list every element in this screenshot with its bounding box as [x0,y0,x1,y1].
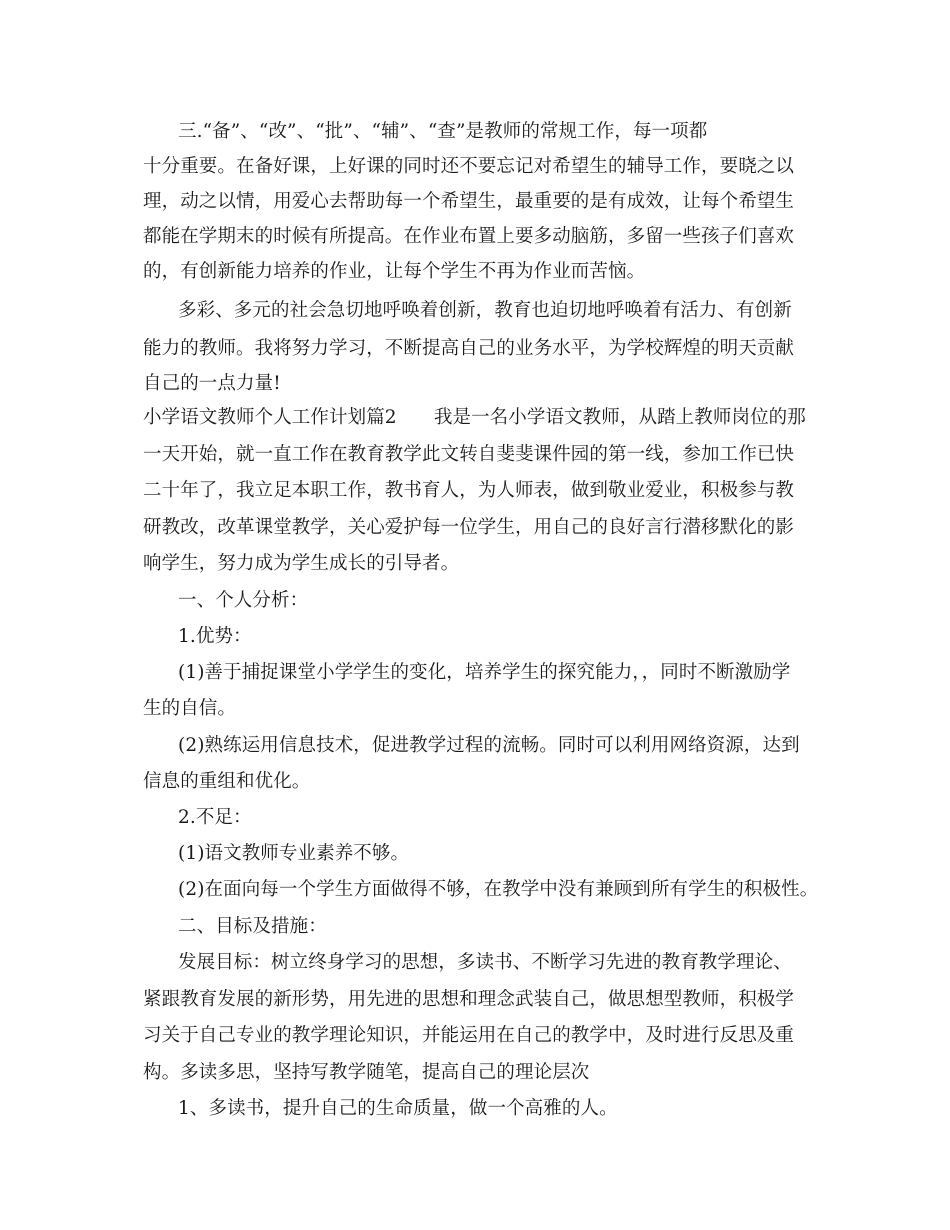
subheading-line: 2.不足： [178,807,252,828]
paragraph-line: 习关于自己专业的教学理论知识，并能运用在自己的教学中，及时进行反思及重 [143,1025,795,1046]
paragraph-line: 构。多读多思，坚持写教学随笔，提高自己的理论层次 [143,1062,590,1083]
paragraph-line: 一天开始，就一直工作在教育教学此文转自斐斐课件园的第一线，参加工作已快 [143,444,795,465]
paragraph-line: (1)语文教师专业素养不够。 [178,843,410,864]
paragraph-line: 响学生，努力成为学生成长的引导者。 [143,553,460,574]
paragraph-line: 的，有创新能力培养的作业，让每个学生不再为作业而苦恼。 [143,261,646,282]
section-heading-line: 小学语文教师个人工作计划篇2 我是一名小学语文教师，从踏上教师岗位的那 [143,407,806,428]
paragraph-line: 紧跟教育发展的新形势，用先进的思想和理念武装自己，做思想型教师，积极学 [143,989,795,1010]
subheading-line: 二、目标及措施： [178,916,327,937]
paragraph-line: (2)熟练运用信息技术，促进教学过程的流畅。同时可以利用网络资源，达到 [178,735,800,756]
paragraph-line: 十分重要。在备好课，上好课的同时还不要忘记对希望生的辅导工作，要晓之以 [143,156,795,177]
paragraph-line: 自己的一点力量! [143,373,281,394]
paragraph-line: 二十年了，我立足本职工作，教书育人，为人师表，做到敬业爱业，积极参与教 [143,480,795,501]
paragraph-line: (2)在面向每一个学生方面做得不够，在教学中没有兼顾到所有学生的积极性。 [178,879,819,900]
paragraph-line: 三.“备”、“改”、“批”、“辅”、“查”是教师的常规工作，每一项都 [178,121,708,142]
paragraph-line: (1)善于捕捉课堂小学学生的变化，培养学生的探究能力，，同时不断激励学 [178,662,791,683]
subheading-line: 1.优势： [178,626,252,647]
paragraph-line: 能力的教师。我将努力学习，不断提高自己的业务水平，为学校辉煌的明天贡献 [143,338,795,359]
paragraph-line: 理，动之以情，用爱心去帮助每一个希望生，最重要的是有成效，让每个希望生 [143,191,795,212]
paragraph-line: 信息的重组和优化。 [143,771,311,792]
paragraph-line: 研教改，改革课堂教学，关心爱护每一位学生，用自己的良好言行潜移默化的影 [143,517,795,538]
paragraph-line: 多彩、多元的社会急切地呼唤着创新，教育也迫切地呼唤着有活力、有创新 [178,300,792,321]
paragraph-line: 发展目标：树立终身学习的思想，多读书、不断学习先进的教育教学理论、 [178,952,792,973]
paragraph-line: 都能在学期末的时候有所提高。在作业布置上要多动脑筋，多留一些孩子们喜欢 [143,226,795,247]
subheading-line: 一、个人分析： [178,590,309,611]
paragraph-line: 1、多读书，提升自己的生命质量，做一个高雅的人。 [178,1098,618,1119]
paragraph-line: 生的自信。 [143,698,237,719]
